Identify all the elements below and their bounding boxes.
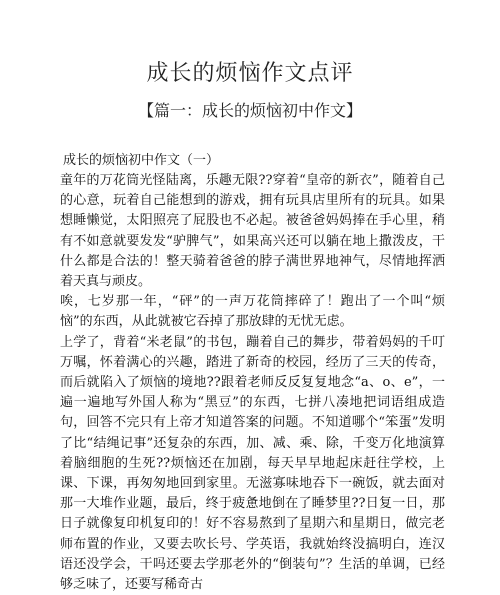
essay-paragraph: 童年的万花筒光怪陆离，乐趣无限??穿着“皇帝的新衣”，随着自己的心意，玩着自己能想到的游戏，拥有玩具店里所有的玩具。如果想睡懒觉，太阳照亮了屁股也不必起。被爸爸妈妈捧在手心里，稍有不如意就要发发“驴脾气”，如果高兴还可以躺在地上撒泼皮，干什么都是合法的！整天骑着爸爸的脖子满世界地神气，尽情地挥洒着天真与顽皮。 (60, 173, 445, 290)
essay-body (60, 171, 445, 595)
section-heading: 【篇一：成长的烦恼初中作文】 (137, 101, 362, 120)
essay-subheading: 成长的烦恼初中作文（一） (63, 153, 220, 168)
essay-paragraph: 唉，七岁那一年，“砰”的一声万花筒摔碎了！跑出了一个叫“烦恼”的东西，从此就被它吞掉了那放肆的无忧无虑。 (60, 294, 445, 330)
document-title: 成长的烦恼作文点评 (146, 61, 354, 86)
essay-paragraph: 上学了，背着“米老鼠”的书包，蹦着自己的舞步，带着妈妈的千叮万嘱，怀着满心的兴趣，踏进了新奇的校园，经历了三天的传奇，而后就陷入了烦恼的境地??跟着老师反反复复地念“a、o、e”，一遍一遍地写外国人称为“黑豆”的东西，七拼八凑地把词语组成造句，回答不完只有上帝才知道答案的问题。不知道哪个“笨蛋”发明了比“结绳记事”还复杂的东西，加、减、乘、除，千变万化地演算着脑细胞的生死??烦恼还在加剧，每天早早地起床赶往学校，上课、下课，再匆匆地回到家里。无滋寡味地吞下一碗饭，就去面对那一大堆作业题，最后，终于疲惫地倒在了睡梦里??日复一日，那日子就像复印机复印的！好不容易熬到了星期六和星期日，做完老师布置的作业，又要去吹长号、学英语，我就始终没搞明白，连汉语还没学会，干吗还要去学那老外的“倒装句”？生活的单调，已经够乏味了，还要写稀奇古 (60, 334, 445, 593)
